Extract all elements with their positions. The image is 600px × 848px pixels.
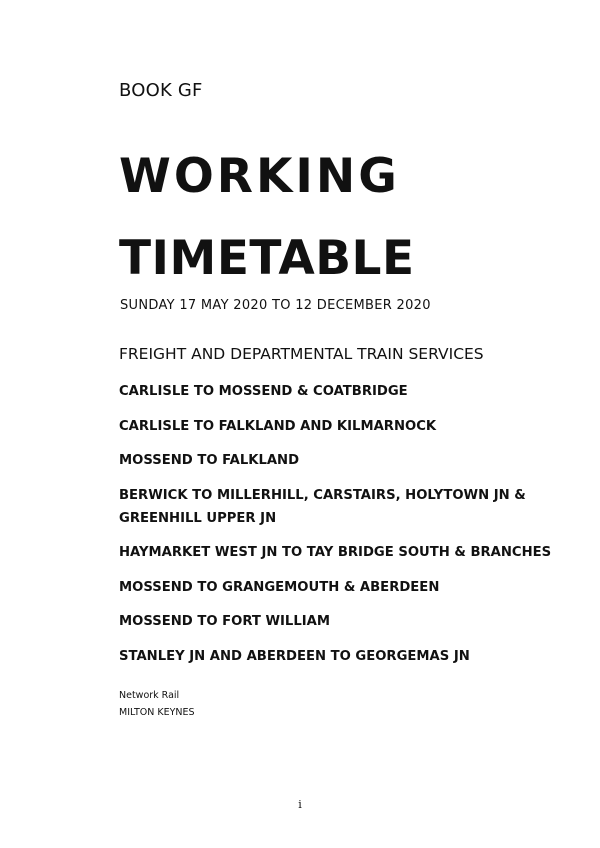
route-item: MOSSEND TO FALKLAND — [119, 453, 300, 468]
route-item: STANLEY JN AND ABERDEEN TO GEORGEMAS JN — [119, 648, 470, 664]
route-item: GREENHILL UPPER JN — [119, 510, 277, 526]
publisher-name: Network Rail — [119, 690, 180, 701]
route-item: MOSSEND TO GRANGEMOUTH & ABERDEEN — [119, 579, 440, 595]
publisher-location: MILTON KEYNES — [119, 707, 195, 718]
route-item: CARLISLE TO FALKLAND AND KILMARNOCK — [119, 418, 437, 434]
route-item: HAYMARKET WEST JN TO TAY BRIDGE SOUTH & BRANCHES — [119, 545, 552, 560]
book-label: BOOK GF — [119, 80, 203, 101]
publisher-block — [119, 687, 195, 721]
route-item: MOSSEND TO FORT WILLIAM — [119, 614, 330, 629]
validity-dates: SUNDAY 17 MAY 2020 TO 12 DECEMBER 2020 — [120, 298, 431, 313]
title-working: WORKING — [119, 149, 400, 204]
route-item: BERWICK TO MILLERHILL, CARSTAIRS, HOLYTOWN JN & — [119, 487, 526, 503]
services-subtitle: FREIGHT AND DEPARTMENTAL TRAIN SERVICES — [119, 345, 484, 363]
page-number: i — [298, 798, 302, 811]
title-timetable: TIMETABLE — [119, 231, 415, 286]
route-list — [119, 380, 559, 679]
route-item: CARLISLE TO MOSSEND & COATBRIDGE — [119, 384, 408, 399]
